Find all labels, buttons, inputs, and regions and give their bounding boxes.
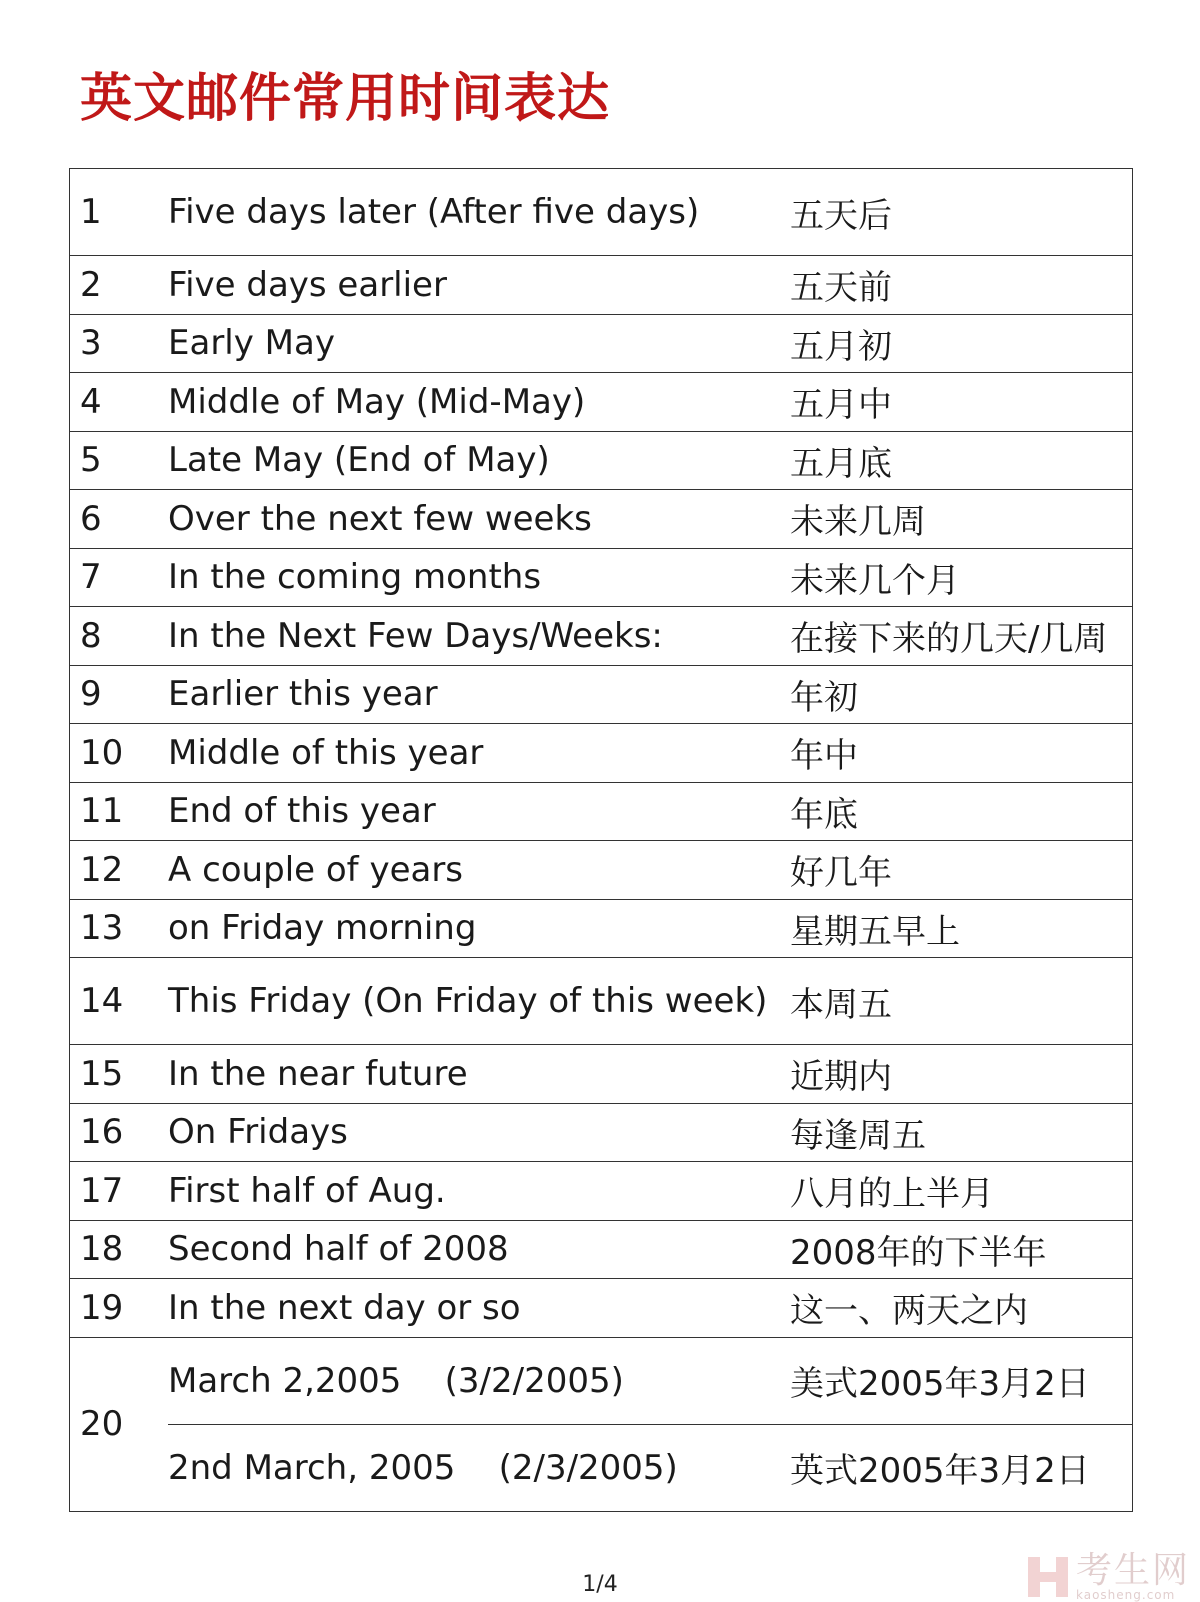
english-expression: Five days earlier (168, 256, 790, 315)
chinese-meaning: 星期五早上 (790, 899, 1133, 958)
chinese-meaning: 年中 (790, 724, 1133, 783)
chinese-meaning: 2008年的下半年 (790, 1220, 1133, 1279)
table-row (70, 724, 1133, 783)
table-row (70, 256, 1133, 315)
chinese-meaning: 五月底 (790, 431, 1133, 490)
row-number: 19 (70, 1279, 169, 1338)
english-expression: Five days later (After five days) (168, 169, 790, 256)
row-number: 4 (70, 373, 169, 432)
table-row (70, 665, 1133, 724)
chinese-meaning: 每逢周五 (790, 1103, 1133, 1162)
english-expression: Over the next few weeks (168, 490, 790, 549)
table-row-20b (70, 1424, 1133, 1511)
table-row (70, 1279, 1133, 1338)
table-row (70, 1045, 1133, 1104)
row-number: 13 (70, 899, 169, 958)
expression-table (69, 168, 1133, 1512)
row-number: 12 (70, 841, 169, 900)
chinese-meaning: 年底 (790, 782, 1133, 841)
row-number: 2 (70, 256, 169, 315)
chinese-meaning: 五天前 (790, 256, 1133, 315)
english-expression: In the coming months (168, 548, 790, 607)
chinese-meaning: 五月中 (790, 373, 1133, 432)
english-expression: This Friday (On Friday of this week) (168, 958, 790, 1045)
english-expression: Earlier this year (168, 665, 790, 724)
table-row (70, 958, 1133, 1045)
english-expression: First half of Aug. (168, 1162, 790, 1221)
table-row (70, 1162, 1133, 1221)
row-number: 3 (70, 314, 169, 373)
english-expression: Middle of this year (168, 724, 790, 783)
english-expression: In the near future (168, 1045, 790, 1104)
row-number: 15 (70, 1045, 169, 1104)
page-title: 英文邮件常用时间表达 (80, 69, 611, 129)
chinese-meaning: 八月的上半月 (790, 1162, 1133, 1221)
row-number: 5 (70, 431, 169, 490)
english-expression: 2nd March, 2005 (2/3/2005) (168, 1424, 790, 1511)
row-number: 11 (70, 782, 169, 841)
row-number: 6 (70, 490, 169, 549)
kaosheng-logo-icon (1026, 1555, 1070, 1599)
english-expression: On Fridays (168, 1103, 790, 1162)
row-number: 7 (70, 548, 169, 607)
chinese-meaning: 五天后 (790, 169, 1133, 256)
row-number: 10 (70, 724, 169, 783)
english-expression: on Friday morning (168, 899, 790, 958)
chinese-meaning: 美式2005年3月2日 (790, 1337, 1133, 1424)
chinese-meaning: 未来几周 (790, 490, 1133, 549)
row-number: 8 (70, 607, 169, 666)
table-row (70, 782, 1133, 841)
chinese-meaning: 未来几个月 (790, 548, 1133, 607)
table-row (70, 899, 1133, 958)
table-row (70, 169, 1133, 256)
english-expression: In the Next Few Days/Weeks: (168, 607, 790, 666)
chinese-meaning: 年初 (790, 665, 1133, 724)
chinese-meaning: 本周五 (790, 958, 1133, 1045)
english-expression: Late May (End of May) (168, 431, 790, 490)
row-number: 9 (70, 665, 169, 724)
row-number: 16 (70, 1103, 169, 1162)
chinese-meaning: 五月初 (790, 314, 1133, 373)
english-expression: In the next day or so (168, 1279, 790, 1338)
table-row (70, 431, 1133, 490)
table-row (70, 490, 1133, 549)
watermark (1026, 1550, 1190, 1602)
page-number: 1/4 (582, 1572, 618, 1597)
chinese-meaning: 英式2005年3月2日 (790, 1424, 1133, 1511)
table-row (70, 373, 1133, 432)
english-expression: A couple of years (168, 841, 790, 900)
table-row (70, 314, 1133, 373)
table-row (70, 1220, 1133, 1279)
row-number: 20 (80, 1404, 124, 1444)
english-expression: March 2,2005 (3/2/2005) (168, 1337, 790, 1424)
table-row (70, 607, 1133, 666)
chinese-meaning: 好几年 (790, 841, 1133, 900)
watermark-text: 考生网 (1075, 1550, 1190, 1591)
table-row (70, 1103, 1133, 1162)
table-row (70, 841, 1133, 900)
table-row (70, 548, 1133, 607)
row-number: 14 (70, 958, 169, 1045)
row-number: 18 (70, 1220, 169, 1279)
row-number: 1 (70, 169, 169, 256)
english-expression: Middle of May (Mid-May) (168, 373, 790, 432)
table-row-20a (70, 1337, 1133, 1424)
chinese-meaning: 这一、两天之内 (790, 1279, 1133, 1338)
english-expression: End of this year (168, 782, 790, 841)
row-number: 17 (70, 1162, 169, 1221)
english-expression: Second half of 2008 (168, 1220, 790, 1279)
english-expression: Early May (168, 314, 790, 373)
watermark-domain: kaosheng.com (1075, 1588, 1176, 1602)
chinese-meaning: 近期内 (790, 1045, 1133, 1104)
chinese-meaning: 在接下来的几天/几周 (790, 607, 1133, 666)
